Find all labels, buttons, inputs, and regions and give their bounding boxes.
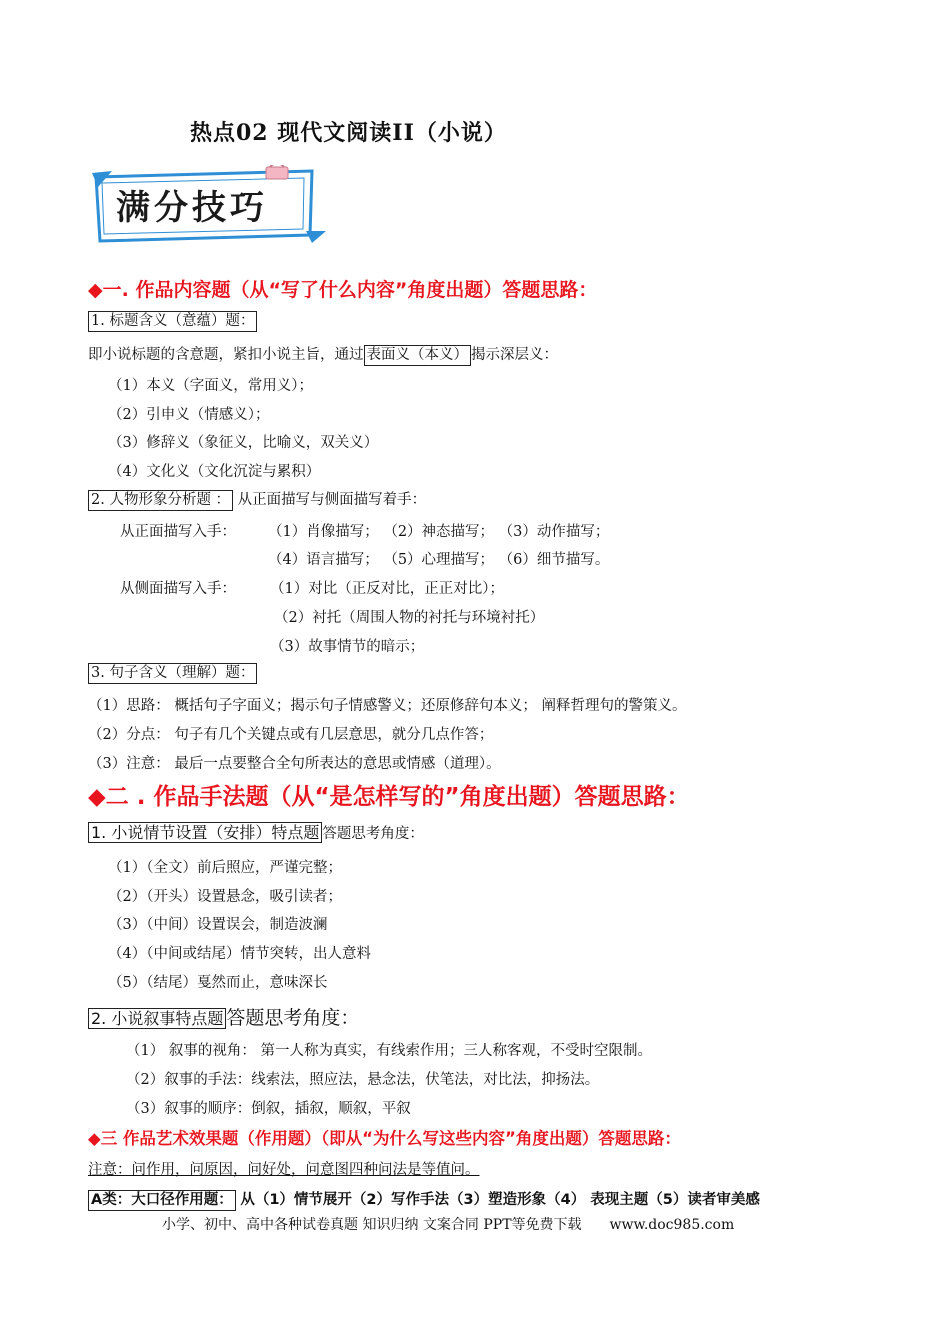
list-item: （5）（结尾）戛然而止，意味深长	[108, 975, 328, 991]
page-title: 热点02 现代文阅读II（小说）	[190, 120, 507, 146]
list-item: （2）叙事的手法：线索法，照应法，悬念法，伏笔法，对比法，抑扬法。	[126, 1072, 600, 1088]
list-item: （4）文化义（文化沉淀与累积）	[108, 464, 321, 480]
section1-heading: ◆一. 作品内容题（从“写了什么内容”角度出题）答题思路：	[88, 279, 598, 301]
q1-intro: 即小说标题的含意题，紧扣小说主旨，通过 表面义（本义） 揭示深层义：	[88, 343, 558, 366]
s2q1-label: 1. 小说情节设置（安排）特点题	[88, 822, 322, 843]
list-item: （1）（全文）前后照应，严谨完整；	[108, 860, 342, 876]
side-line: （3）故事情节的暗示；	[270, 639, 425, 655]
s2q2-label: 2. 小说叙事特点题	[88, 1008, 226, 1029]
q3-label: 3. 句子含义（理解）题：	[88, 663, 257, 684]
a-line: A类：大口径作用题： 从（1）情节展开（2）写作手法（3）塑造形象（4） 表现主题（5）读者审美感	[88, 1188, 760, 1211]
front-line: （4）语言描写； （5）心理描写； （6）细节描写。	[268, 552, 610, 568]
a-label: A类：大口径作用题：	[88, 1190, 236, 1211]
s2q2-line: 2. 小说叙事特点题 答题思考角度：	[88, 1003, 359, 1030]
list-item: （3）（中间）设置误会，制造波澜	[108, 917, 328, 933]
footer-text: 小学、初中、高中各种试卷真题 知识归纳 文案合同 PPT等免费下载	[162, 1217, 582, 1233]
banner-text: 满分技巧	[116, 188, 268, 228]
q1-label: 1. 标题含义（意蕴）题：	[88, 311, 257, 332]
q1-intro-box: 表面义（本义）	[364, 345, 472, 366]
binder-clip-icon	[266, 165, 288, 179]
list-item: （1）本义（字面义，常用义）；	[108, 378, 313, 394]
list-item: （3）叙事的顺序：倒叙，插叙，顺叙，平叙	[126, 1101, 411, 1117]
section2-heading: ◆二 . 作品手法题（从“是怎样写的”角度出题）答题思路：	[88, 784, 690, 810]
side-label: 从侧面描写入手：	[120, 581, 236, 597]
s2q1-line: 1. 小说情节设置（安排）特点题 答题思考角度：	[88, 822, 424, 843]
front-label: 从正面描写入手：	[120, 524, 236, 540]
section3-heading: ◆三 作品艺术效果题（作用题）（即从“为什么写这些内容”角度出题）答题思路：	[88, 1129, 681, 1148]
list-item: （2）（开头）设置悬念，吸引读者；	[108, 889, 342, 905]
q2-label: 2. 人物形象分析题 ：	[88, 490, 233, 511]
list-item: （1） 叙事的视角： 第一人称为真实，有线索作用；三人称客观，不受时空限制。	[126, 1043, 652, 1059]
side-line: （2）衬托（周围人物的衬托与环境衬托）	[274, 610, 545, 626]
banner-graphic	[90, 165, 330, 245]
list-item: （4）（中间或结尾）情节突转，出人意料	[108, 946, 371, 962]
list-item: （1）思路： 概括句子字面义；揭示句子情感警义；还原修辞句本义； 阐释哲理句的警策义。	[88, 698, 687, 714]
list-item: （3）注意： 最后一点要整合全句所表达的意思或情感（道理）。	[88, 756, 501, 772]
q2-line: 2. 人物形象分析题 ： 从正面描写与侧面描写着手：	[88, 488, 426, 511]
footer-site: www.doc985.com	[609, 1217, 735, 1233]
list-item: （2）引申义（情感义）；	[108, 407, 270, 423]
list-item: （2）分点： 句子有几个关键点或有几层意思，就分几点作答；	[88, 727, 494, 743]
list-item: （3）修辞义（象征义，比喻义，双关义）	[108, 435, 379, 451]
side-line: （1）对比（正反对比，正正对比）；	[270, 581, 504, 597]
note-line: 注意：问作用，问原因，问好处，问意图四种问法是等值问。	[88, 1162, 480, 1178]
front-line: （1）肖像描写； （2）神态描写； （3）动作描写；	[268, 524, 610, 540]
footer	[162, 1214, 734, 1234]
